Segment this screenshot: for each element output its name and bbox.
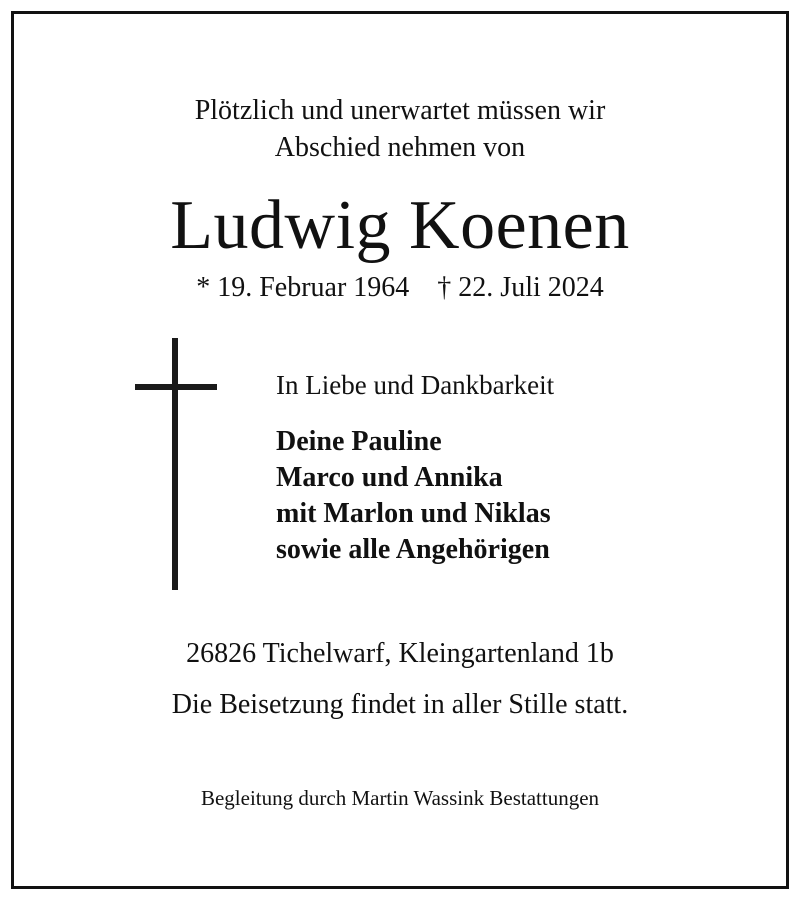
mourners-list bbox=[276, 424, 551, 568]
birth-date: * 19. Februar 1964 bbox=[196, 272, 410, 303]
mourner-name: Deine Pauline bbox=[276, 426, 442, 457]
deceased-name: Ludwig Koenen bbox=[170, 187, 630, 264]
undertaker-credit: Begleitung durch Martin Wassink Bestattungen bbox=[200, 786, 600, 810]
mourner-name: Marco und Annika bbox=[276, 462, 503, 493]
mourner-name: sowie alle Angehörigen bbox=[276, 534, 550, 565]
intro-line-1: Plötzlich und unerwartet müssen wir bbox=[194, 95, 606, 126]
cross-vertical-bar bbox=[172, 338, 178, 590]
life-dates bbox=[0, 270, 800, 306]
thanks-line: In Liebe und Dankbarkeit bbox=[276, 370, 555, 400]
intro-line-2: Abschied nehmen von bbox=[274, 132, 526, 163]
cross-horizontal-bar bbox=[135, 384, 217, 390]
intro-text bbox=[0, 92, 800, 166]
mourning-address: 26826 Tichelwarf, Kleingartenland 1b bbox=[186, 638, 614, 669]
burial-note: Die Beisetzung findet in aller Stille statt. bbox=[171, 689, 629, 720]
death-date: † 22. Juli 2024 bbox=[437, 272, 604, 303]
mourner-name: mit Marlon und Niklas bbox=[276, 498, 551, 529]
cross-icon bbox=[135, 338, 217, 590]
